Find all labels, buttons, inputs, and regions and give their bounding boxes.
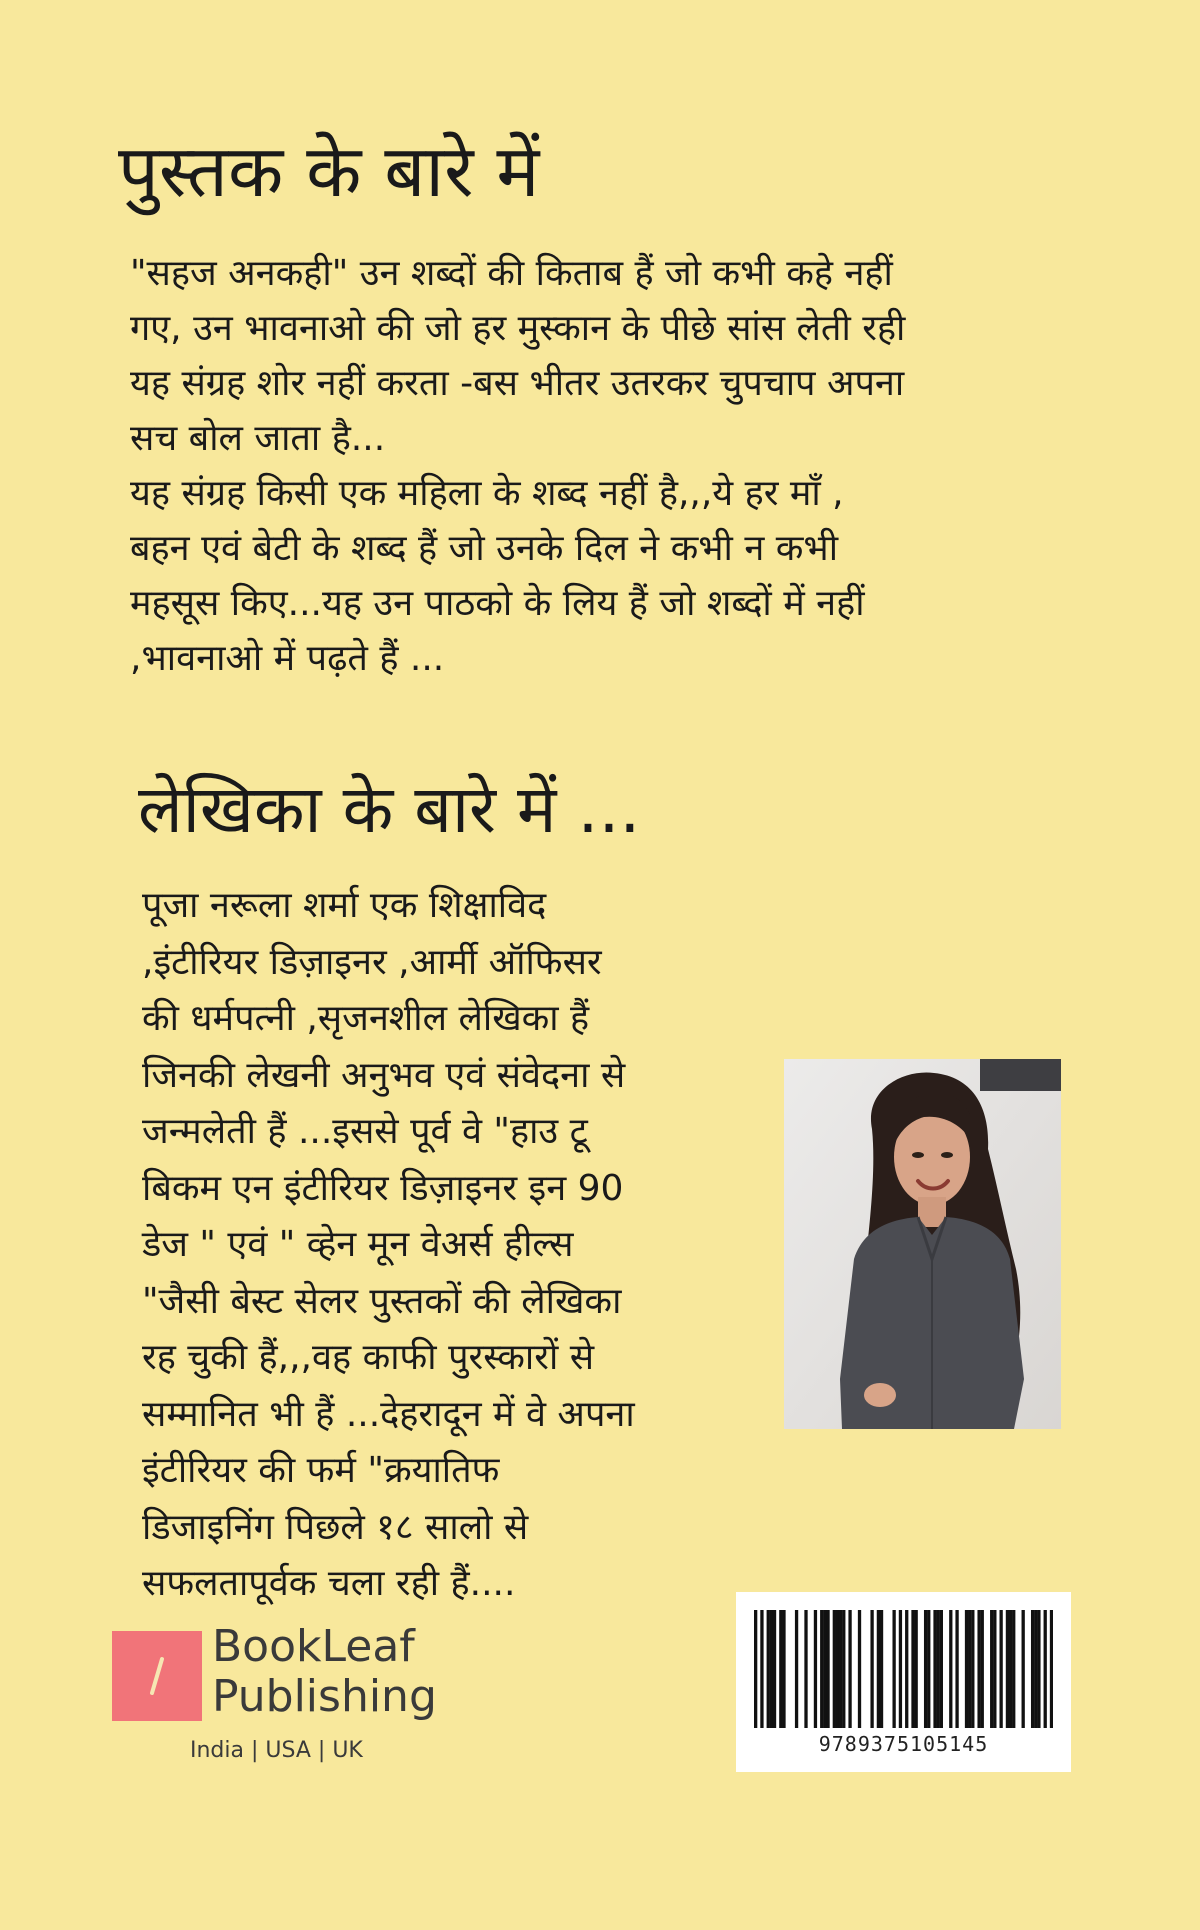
barcode-bar xyxy=(968,1610,971,1728)
barcode-bar xyxy=(754,1610,757,1728)
barcode-bar xyxy=(899,1610,902,1728)
barcode-bar xyxy=(773,1610,776,1728)
barcode-bar xyxy=(955,1610,958,1728)
about-book-line: सच बोल जाता है... xyxy=(130,418,386,459)
barcode-bar xyxy=(826,1610,829,1728)
barcode-bar xyxy=(949,1610,952,1728)
about-author-text xyxy=(142,878,782,1613)
about-book-line: यह संग्रह किसी एक महिला के शब्द नहीं है,,,ये हर माँ , xyxy=(130,473,844,514)
about-author-line: रह चुकी हैं,,,वह काफी पुरस्कारों से xyxy=(142,1337,595,1378)
barcode-bar xyxy=(836,1610,839,1728)
about-author-line: इंटीरियर की फर्म "क्रयातिफ xyxy=(142,1450,500,1491)
barcode-bar xyxy=(858,1610,861,1728)
barcode-bar xyxy=(833,1610,836,1728)
about-author-line: सफलतापूर्वक चला रही हैं.... xyxy=(142,1563,516,1604)
about-book-text xyxy=(130,246,1030,686)
barcode-bar xyxy=(1009,1610,1012,1728)
barcode-bar xyxy=(940,1610,943,1728)
about-author-line: ,इंटीरियर डिज़ाइनर ,आर्मी ऑफिसर xyxy=(142,941,602,983)
about-author-line: जन्मलेती हैं ...इससे पूर्व वे "हाउ टू xyxy=(142,1111,588,1152)
barcode-bar xyxy=(823,1610,826,1728)
barcode-bar xyxy=(842,1610,845,1728)
barcode-bar xyxy=(1050,1610,1053,1728)
barcode-bar xyxy=(911,1610,914,1728)
publisher-name-line2: Publishing xyxy=(212,1671,437,1722)
barcode-bar xyxy=(1022,1610,1025,1728)
barcode-bar xyxy=(965,1610,968,1728)
about-author-line: पूजा नरूला शर्मा एक शिक्षाविद xyxy=(142,885,547,926)
barcode-bar xyxy=(1031,1610,1034,1728)
barcode-bar xyxy=(782,1610,785,1728)
barcode-bar xyxy=(1037,1610,1040,1728)
barcode-bar xyxy=(767,1610,770,1728)
about-author-line: जिनकी लेखनी अनुभव एवं संवेदना से xyxy=(142,1054,626,1096)
barcode-bar xyxy=(804,1610,807,1728)
barcode-bar xyxy=(999,1610,1002,1728)
isbn-number: 9789375105145 xyxy=(818,1732,989,1756)
barcode-bar xyxy=(1012,1610,1015,1728)
about-book-line: बहन एवं बेटी के शब्द हैं जो उनके दिल ने कभी न कभी xyxy=(130,528,839,569)
barcode-bar xyxy=(779,1610,782,1728)
about-book-line: यह संग्रह शोर नहीं करता -बस भीतर उतरकर चुपचाप अपना xyxy=(130,363,905,404)
barcode-bar xyxy=(990,1610,993,1728)
barcode-bar xyxy=(892,1610,895,1728)
publisher-locations: India | USA | UK xyxy=(190,1738,363,1763)
barcode-bar xyxy=(981,1610,984,1728)
about-author-line: बिकम एन इंटीरियर डिज़ाइनर इन 90 xyxy=(142,1167,624,1209)
publisher-name xyxy=(212,1622,437,1722)
barcode-bar xyxy=(971,1610,974,1728)
barcode-bar xyxy=(924,1610,927,1728)
author-photo xyxy=(784,1059,1061,1429)
about-author-line: सम्मानित भी हैं ...देहरादून में वे अपना xyxy=(142,1393,635,1435)
barcode-bar xyxy=(770,1610,773,1728)
about-author-line: डिजाइनिंग पिछले १८ सालो से xyxy=(142,1506,529,1548)
barcode-bar xyxy=(760,1610,763,1728)
barcode-bar xyxy=(1006,1610,1009,1728)
about-book-line: महसूस किए...यह उन पाठको के लिय हैं जो शब्दों में नहीं xyxy=(130,583,865,624)
isbn-barcode xyxy=(736,1592,1071,1772)
barcode-bar xyxy=(880,1610,883,1728)
barcode-bar xyxy=(814,1610,817,1728)
publisher-name-line1: BookLeaf xyxy=(212,1621,415,1672)
about-book-line: गए, उन भावनाओ की जो हर मुस्कान के पीछे सांस लेती रही xyxy=(130,308,906,349)
about-author-line: डेज " एवं " व्हेन मून वेअर्स हील्स xyxy=(142,1224,574,1265)
barcode-bar xyxy=(848,1610,851,1728)
barcode-bars xyxy=(754,1610,1053,1728)
publisher-logo xyxy=(112,1631,202,1721)
about-book-line: "सहज अनकही" उन शब्दों की किताब हैं जो कभी कहे नहीं xyxy=(130,253,893,294)
barcode-bar xyxy=(937,1610,940,1728)
barcode-bar xyxy=(839,1610,842,1728)
barcode-bar xyxy=(1034,1610,1037,1728)
about-book-line: ,भावनाओ में पढ़ते हैं ... xyxy=(130,638,445,679)
barcode-bar xyxy=(915,1610,918,1728)
barcode-bar xyxy=(795,1610,798,1728)
barcode-bar xyxy=(905,1610,908,1728)
about-author-heading: लेखिका के बारे में ... xyxy=(138,771,641,848)
barcode-bar xyxy=(977,1610,980,1728)
barcode-bar xyxy=(870,1610,873,1728)
about-book-heading: पुस्तक के बारे में xyxy=(118,129,540,213)
barcode-bar xyxy=(933,1610,936,1728)
barcode-bar xyxy=(993,1610,996,1728)
barcode-bar xyxy=(927,1610,930,1728)
barcode-bar xyxy=(820,1610,823,1728)
about-author-line: "जैसी बेस्ट सेलर पुस्तकों की लेखिका xyxy=(142,1280,622,1322)
barcode-bar xyxy=(1044,1610,1047,1728)
about-author-line: की धर्मपत्नी ,सृजनशील लेखिका हैं xyxy=(142,998,590,1039)
barcode-bar xyxy=(877,1610,880,1728)
